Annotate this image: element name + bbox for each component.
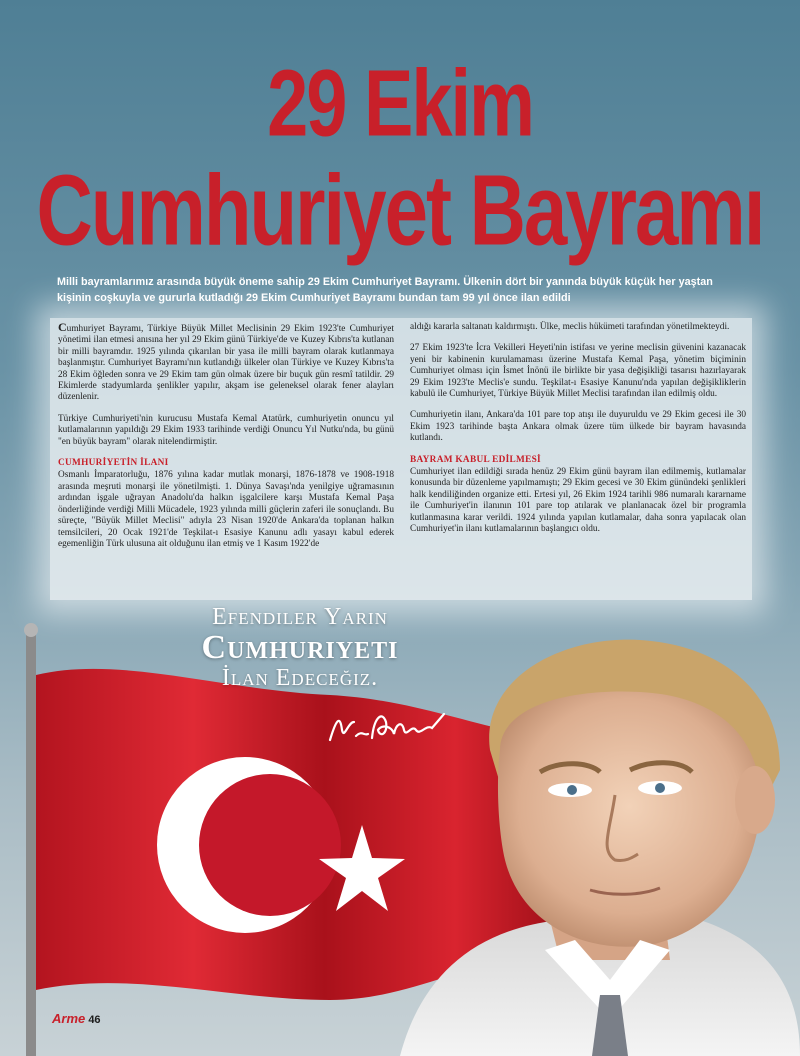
page-footer [52, 1011, 101, 1026]
flag-pole-finial [24, 623, 38, 637]
paragraph: Osmanlı İmparatorluğu, 1876 yılına kadar mutlak monarşi, 1876-1878 ve 1908-1918 arasında meşruti monarşi ile yönetilmişti. 1. Dünya Savaşı'nda yenilgiye uğramasının ardından işgale uğrayan Anadolu'da halkın işgalcilere karşı Mustafa Kemal Paşa önderliğinde verdiği Milli Mücadele, 1923 yılında milli güçlerin zaferi ile sonuçlandı. Bu süreçte, "Büyük Millet Meclisi" adıyla 23 Nisan 1920'de Ankara'da toplanan halkın temsilcileri, 20 Ocak 1921'de Teşkilat-ı Esasiye Kanunu adlı yasayı kabul ederek egemenliğin Türk ulusuna ait olduğunu ilan etmiş ve 1 Kasım 1922'de [58, 470, 394, 549]
portrait-face [498, 692, 760, 947]
paragraph: Cumhuriyetin ilanı, Ankara'da 101 pare top atışı ile duyuruldu ve 29 Ekim gecesi ile 30 Ekim 1923 tarihinde başta Ankara olmak üzere tüm ülkede bir bayram havasında kutlandı. [410, 410, 746, 444]
flag-pole [26, 625, 36, 1056]
quote-line-3: İlan Edeceğiz. [221, 665, 379, 691]
paragraph [58, 322, 394, 404]
ataturk-signature-icon [322, 700, 452, 750]
page-title-line-2: Cumhuriyet Bayramı [36, 153, 764, 267]
paragraph: Cumhuriyet ilan edildiği sırada henüz 29 Ekim günü bayram ilan edilmemiş, kutlamalar konusunda bir düzenleme yapılmamıştı; 29 Ekim gecesi ve 30 Ekim günündeki şenlikleri halk kendiliğinden organize etti. Ertesi yıl, 26 Ekim 1924 tarihli 986 numaralı kararname ile Cumhuriyet'in ilanının 101 pare top atılarak ve planlanacak özel bir programla kutlanmasına karar verildi. 1924 yılında yapılan kutlamalar, daha sonra yapılacak olan Cumhuriyet'in ilanı kutlamalarının başlangıcı oldu. [410, 467, 746, 535]
paragraph: 27 Ekim 1923'te İcra Vekilleri Heyeti'nin istifası ve yerine meclisin güvenini kazanacak yeni bir kabinenin kurulamaması üzerine Mustafa Kemal Paşa, yönetim biçiminin Cumhuriyet olması için İsmet İnönü ile birlikte bir yasa değişikliği tasarısı hazırlayarak 29 Ekim 1923'te Meclis'e sundu. Teşkilat-ı Esasiye Kanunu'nda yapılan değişikliklerin kabulü ile Cumhuriyet, Türkiye Büyük Millet Meclisi tarafından ilan edilmiş oldu. [410, 343, 746, 400]
lead-paragraph: Milli bayramlarımız arasında büyük öneme sahip 29 Ekim Cumhuriyet Bayramı. Ülkenin dört bir yanında büyük küçük her yaştan kişinin coşkuyla ve gururla kutladığı 29 Ekim Cumhuriyet Bayramı bundan tam 99 yıl önce ilan edildi [57, 276, 713, 304]
article-column-right [410, 322, 746, 546]
article-column-left [58, 322, 394, 560]
quote-line-2: Cumhuriyeti [201, 629, 399, 666]
paragraph: Türkiye Cumhuriyeti'nin kurucusu Mustafa Kemal Atatürk, cumhuriyetin onuncu yıl kutlamalarının yapıldığı 29 Ekim 1933 tarihinde verdiği Onuncu Yıl Nutku'nda, bu günü "en büyük bayram" olarak nitelendirmiştir. [58, 413, 394, 447]
ataturk-quote [100, 604, 500, 692]
drop-cap: C [58, 320, 67, 334]
magazine-logo: Arme [52, 1011, 86, 1026]
portrait-ear [735, 766, 775, 834]
section-heading: BAYRAM KABUL EDİLMESİ [410, 454, 541, 465]
page-title-line-1: 29 Ekim [267, 49, 533, 156]
quote-line-1: Efendiler Yarın [212, 604, 388, 630]
paragraph-text: umhuriyet Bayramı, Türkiye Büyük Millet Meclisinin 29 Ekim 1923'te Cumhuriyet yönetimi ilan etmesi anısına her yıl 29 Ekim günü Türkiye'de ve Kuzey Kıbrıs'ta kutlanan bir milli bayramdır. 1925 yılında çıkarılan bir yasa ile milli bayram olarak kutlanmaya başlanmıştır. Cumhuriyet Bayramı'nın kutlandığı ülkeler olan Türkiye ve Kuzey Kıbrıs'ta 28 Ekim öğleden sonra ve 29 Ekim tam gün olmak üzere bir buçuk gün resmî tatildir. 29 Ekimlerde stadyumlarda şenlikler yapılır, akşam ise geleneksel olarak fener alayları düzenlenir. [58, 324, 394, 403]
section-heading: CUMHURİYETİN İLANI [58, 458, 169, 469]
paragraph: aldığı kararla saltanatı kaldırmıştı. Ülke, meclis hükümeti tarafından yönetilmekteydi. [410, 322, 730, 332]
page-number: 46 [88, 1014, 101, 1026]
